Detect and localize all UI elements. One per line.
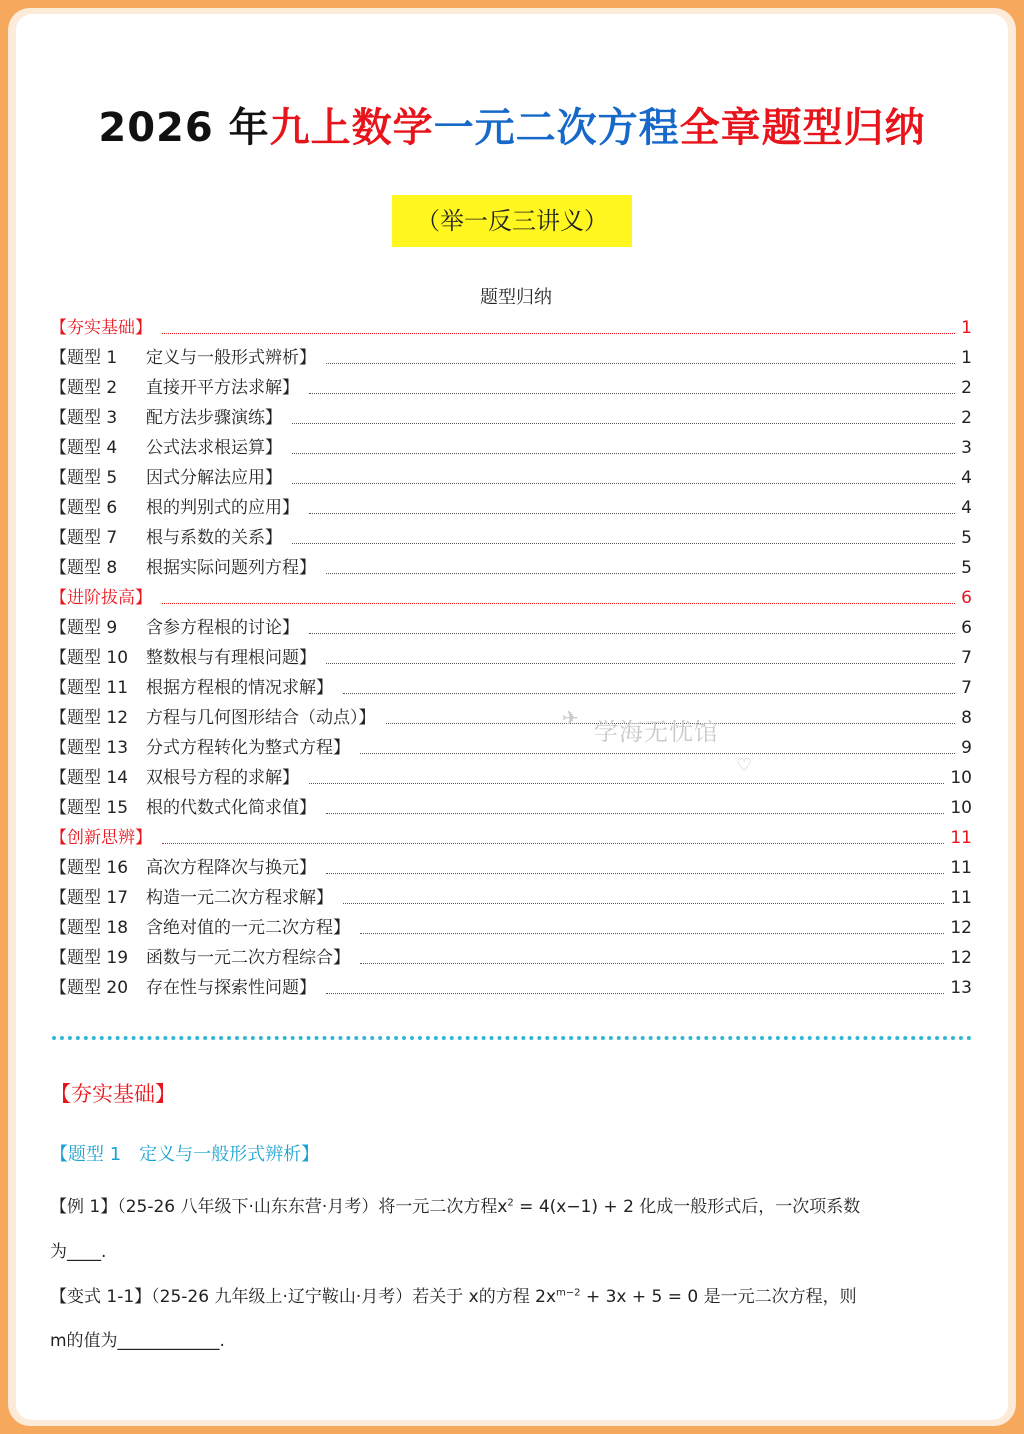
toc-page-number: 1 (961, 318, 972, 338)
toc-heading: 题型归纳 (480, 287, 552, 308)
variant-1-1-text-b: + 3x + 5 = 0 是一元二次方程，则 (580, 1287, 857, 1307)
toc-page-number: 12 (950, 918, 972, 938)
toc-row-number: 【题型 17 (50, 888, 129, 908)
toc-leader-dots (326, 662, 955, 664)
toc-row-number: 【题型 11 (50, 678, 129, 698)
toc-row-label: 双根号方程的求解】 (146, 768, 299, 788)
toc-page-number: 11 (950, 858, 972, 878)
toc-row[interactable] (50, 614, 972, 638)
toc-row[interactable] (50, 764, 972, 788)
toc-leader-dots (343, 902, 944, 904)
title-topic: 一元二次方程 (433, 105, 680, 151)
document-title (0, 96, 1024, 153)
toc-row[interactable] (50, 734, 972, 758)
toc-row-number: 【夯实基础】 (50, 318, 152, 338)
toc-page-number: 4 (961, 498, 972, 518)
toc-page-number: 7 (961, 678, 972, 698)
toc-row[interactable] (50, 344, 972, 368)
toc-row-label: 含参方程根的讨论】 (146, 618, 299, 638)
toc-leader-dots (326, 872, 944, 874)
toc-page-number: 7 (961, 648, 972, 668)
toc-row-label: 根的代数式化简求值】 (146, 798, 316, 818)
toc-row[interactable] (50, 524, 972, 548)
toc-leader-dots (162, 332, 955, 334)
section-divider (52, 1036, 972, 1040)
example-1 (50, 1192, 974, 1217)
toc-row-label: 高次方程降次与换元】 (146, 858, 316, 878)
toc-row-number: 【题型 5 (50, 468, 118, 488)
toc-row[interactable] (50, 674, 972, 698)
toc-row-number: 【题型 2 (50, 378, 118, 398)
toc-section-row[interactable] (50, 584, 972, 608)
toc-row-number: 【题型 7 (50, 528, 118, 548)
toc-page-number: 12 (950, 948, 972, 968)
toc-row[interactable] (50, 944, 972, 968)
example-1-exponent: 2 (507, 1197, 514, 1209)
toc-leader-dots (326, 572, 955, 574)
toc-leader-dots (309, 512, 955, 514)
toc-row[interactable] (50, 464, 972, 488)
toc-page-number: 6 (961, 588, 972, 608)
toc-leader-dots (326, 362, 955, 364)
section-heading: 【夯实基础】 (50, 1082, 176, 1106)
toc-page-number: 9 (961, 738, 972, 758)
toc-row[interactable] (50, 794, 972, 818)
subtitle-text: （举一反三讲义） (416, 207, 608, 235)
toc-leader-dots (292, 482, 955, 484)
toc-row-number: 【题型 8 (50, 558, 118, 578)
toc-row[interactable] (50, 644, 972, 668)
toc-page-number: 10 (950, 768, 972, 788)
title-grade: 九上数学 (269, 105, 434, 151)
toc-row-number: 【题型 14 (50, 768, 129, 788)
toc-leader-dots (360, 932, 944, 934)
toc-row-label: 直接开平方法求解】 (146, 378, 299, 398)
example-1-text-a: 【例 1】（25-26 八年级下·山东东营·月考）将一元二次方程x (50, 1197, 508, 1217)
toc-row-label: 根与系数的关系】 (146, 528, 282, 548)
toc-row-number: 【题型 13 (50, 738, 129, 758)
toc-leader-dots (309, 782, 944, 784)
toc-row-number: 【题型 1 (50, 348, 118, 368)
toc-row[interactable] (50, 404, 972, 428)
variant-1-1-text-a: 【变式 1-1】（25-26 九年级上·辽宁鞍山·月考）若关于 x的方程 2x (50, 1287, 557, 1307)
toc-row[interactable] (50, 884, 972, 908)
toc-page-number: 2 (961, 378, 972, 398)
toc-page-number: 2 (961, 408, 972, 428)
toc-row[interactable] (50, 374, 972, 398)
toc-row-number: 【题型 3 (50, 408, 118, 428)
toc-page-number: 11 (950, 888, 972, 908)
toc-row-number: 【题型 6 (50, 498, 118, 518)
toc-row-label: 公式法求根运算】 (146, 438, 282, 458)
toc-row-label: 根据方程根的情况求解】 (146, 678, 333, 698)
toc-row[interactable] (50, 914, 972, 938)
subtitle-highlight (392, 195, 632, 247)
toc-leader-dots (162, 602, 955, 604)
toc-row-label: 整数根与有理根问题】 (146, 648, 316, 668)
toc-row-label: 构造一元二次方程求解】 (146, 888, 333, 908)
toc-row-number: 【题型 19 (50, 948, 129, 968)
toc-row-label: 函数与一元二次方程综合】 (146, 948, 350, 968)
toc-row-number: 【创新思辨】 (50, 828, 152, 848)
toc-leader-dots (309, 392, 955, 394)
toc-row[interactable] (50, 854, 972, 878)
toc-row-label: 存在性与探索性问题】 (146, 978, 316, 998)
toc-page-number: 6 (961, 618, 972, 638)
variant-1-1 (50, 1282, 974, 1307)
toc-row-label: 含绝对值的一元二次方程】 (146, 918, 350, 938)
toc-row-label: 分式方程转化为整式方程】 (146, 738, 350, 758)
toc-page-number: 3 (961, 438, 972, 458)
toc-page-number: 5 (961, 528, 972, 548)
toc-leader-dots (343, 692, 955, 694)
title-year: 2026 年 (98, 105, 270, 151)
toc-leader-dots (360, 962, 944, 964)
watermark-heart-icon: ♡ (736, 755, 753, 776)
toc-row-label: 根的判别式的应用】 (146, 498, 299, 518)
toc-row[interactable] (50, 434, 972, 458)
toc-page-number: 8 (961, 708, 972, 728)
toc-section-row[interactable] (50, 824, 972, 848)
title-summary: 全章题型归纳 (679, 105, 926, 151)
toc-page-number: 13 (950, 978, 972, 998)
toc-page-number: 11 (950, 828, 972, 848)
toc-row-number: 【题型 10 (50, 648, 129, 668)
toc-leader-dots (326, 812, 944, 814)
variant-1-1-line-2: m的值为____________. (50, 1331, 225, 1351)
toc-row-label: 配方法步骤演练】 (146, 408, 282, 428)
toc-leader-dots (292, 542, 955, 544)
toc-row-number: 【题型 18 (50, 918, 129, 938)
toc-leader-dots (162, 842, 944, 844)
toc-leader-dots (360, 752, 955, 754)
toc-row[interactable] (50, 974, 972, 998)
toc-row-label: 因式分解法应用】 (146, 468, 282, 488)
toc-row-number: 【题型 4 (50, 438, 118, 458)
question-type-heading: 【题型 1 定义与一般形式辨析】 (50, 1144, 320, 1165)
toc-row[interactable] (50, 704, 972, 728)
toc-page-number: 5 (961, 558, 972, 578)
watermark-bird-icon: ✈ (562, 706, 579, 730)
toc-row-number: 【题型 12 (50, 708, 129, 728)
toc-leader-dots (292, 452, 955, 454)
toc-page-number: 1 (961, 348, 972, 368)
toc-row-number: 【题型 9 (50, 618, 118, 638)
variant-1-1-exponent: m−2 (556, 1287, 581, 1299)
toc-leader-dots (309, 632, 955, 634)
toc-row[interactable] (50, 494, 972, 518)
example-1-line-2: 为____. (50, 1242, 107, 1262)
toc-leader-dots (326, 992, 944, 994)
toc-leader-dots (292, 422, 955, 424)
toc-page-number: 10 (950, 798, 972, 818)
toc-row-label: 定义与一般形式辨析】 (146, 348, 316, 368)
toc-row-number: 【进阶拔高】 (50, 588, 152, 608)
toc-row-number: 【题型 15 (50, 798, 129, 818)
toc-section-row[interactable] (50, 314, 972, 338)
toc-row-number: 【题型 16 (50, 858, 129, 878)
watermark-text: 学海无忧馆 (594, 718, 719, 746)
toc-row-number: 【题型 20 (50, 978, 129, 998)
toc-page-number: 4 (961, 468, 972, 488)
toc-row[interactable] (50, 554, 972, 578)
example-1-text-b: = 4(x−1) + 2 化成一般形式后，一次项系数 (513, 1197, 861, 1217)
toc-row-label: 方程与几何图形结合（动点）】 (146, 708, 376, 728)
toc-row-label: 根据实际问题列方程】 (146, 558, 316, 578)
